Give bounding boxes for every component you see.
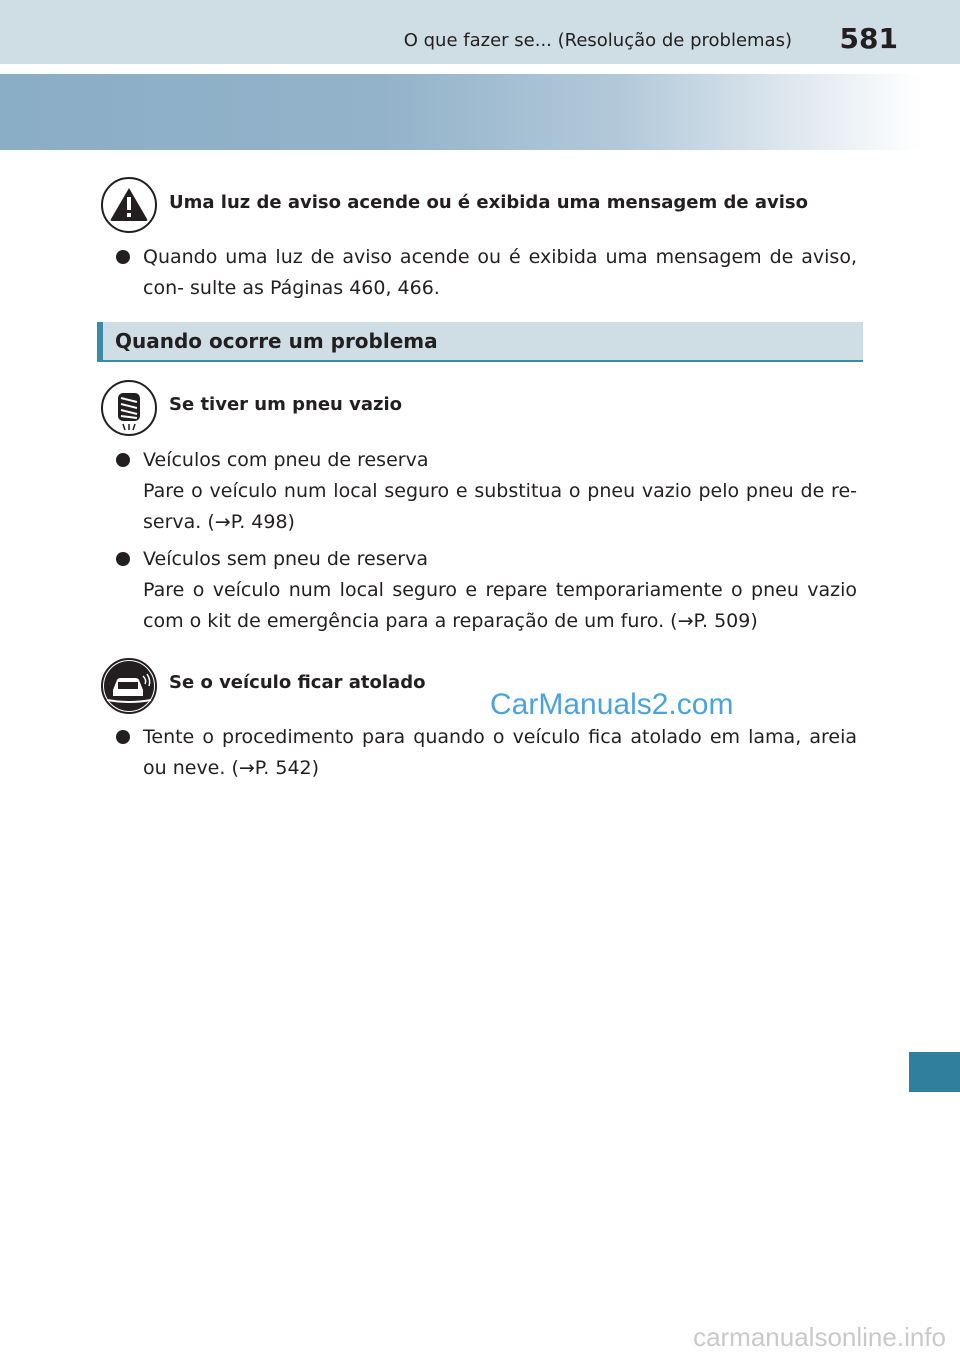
warning-heading: Uma luz de aviso acende ou é exibida uma mensagem de aviso (169, 192, 808, 213)
flat-tire-heading: Se tiver um pneu vazio (169, 394, 403, 415)
chapter-side-tab (909, 1052, 960, 1092)
flat-tire-item2-text: Pare o veículo num local seguro e repare temporariamente o pneu vazio com o kit de emergência para a reparação de um furo. (→P. 509) (143, 579, 857, 632)
flat-tire-item2-label: Veículos sem pneu de reserva (143, 548, 428, 570)
section-band (97, 322, 863, 362)
bullet-dot (116, 250, 130, 264)
flat-tire-item1-text: Pare o veículo num local seguro e substitua o pneu vazio pelo pneu de re- serva. (→P. 498) (143, 480, 857, 533)
chapter-gradient-band (0, 74, 960, 150)
stuck-heading: Se o veículo ficar atolado (169, 672, 426, 693)
section-title: Quando ocorre um problema (115, 329, 438, 353)
stuck-vehicle-icon (101, 658, 157, 714)
warning-triangle-icon (101, 177, 157, 233)
page-number: 581 (839, 22, 898, 55)
running-header-title: O que fazer se... (Resolução de problemas) (403, 30, 792, 51)
flat-tire-item1-label: Veículos com pneu de reserva (143, 449, 429, 471)
watermark-text: CarManuals2.com (490, 688, 734, 721)
bullet-dot (116, 552, 130, 566)
footer-watermark: carmanualsonline.info (693, 1322, 946, 1352)
bullet-dot (116, 730, 130, 744)
section-band-edge (97, 322, 103, 360)
warning-paragraph: Quando uma luz de aviso acende ou é exibida uma mensagem de aviso, con- sulte as Páginas 460, 466. (143, 246, 857, 299)
stuck-paragraph: Tente o procedimento para quando o veículo fica atolado em lama, areia ou neve. (→P. 542) (143, 726, 857, 779)
bullet-dot (116, 453, 130, 467)
flat-tire-icon (101, 380, 157, 436)
